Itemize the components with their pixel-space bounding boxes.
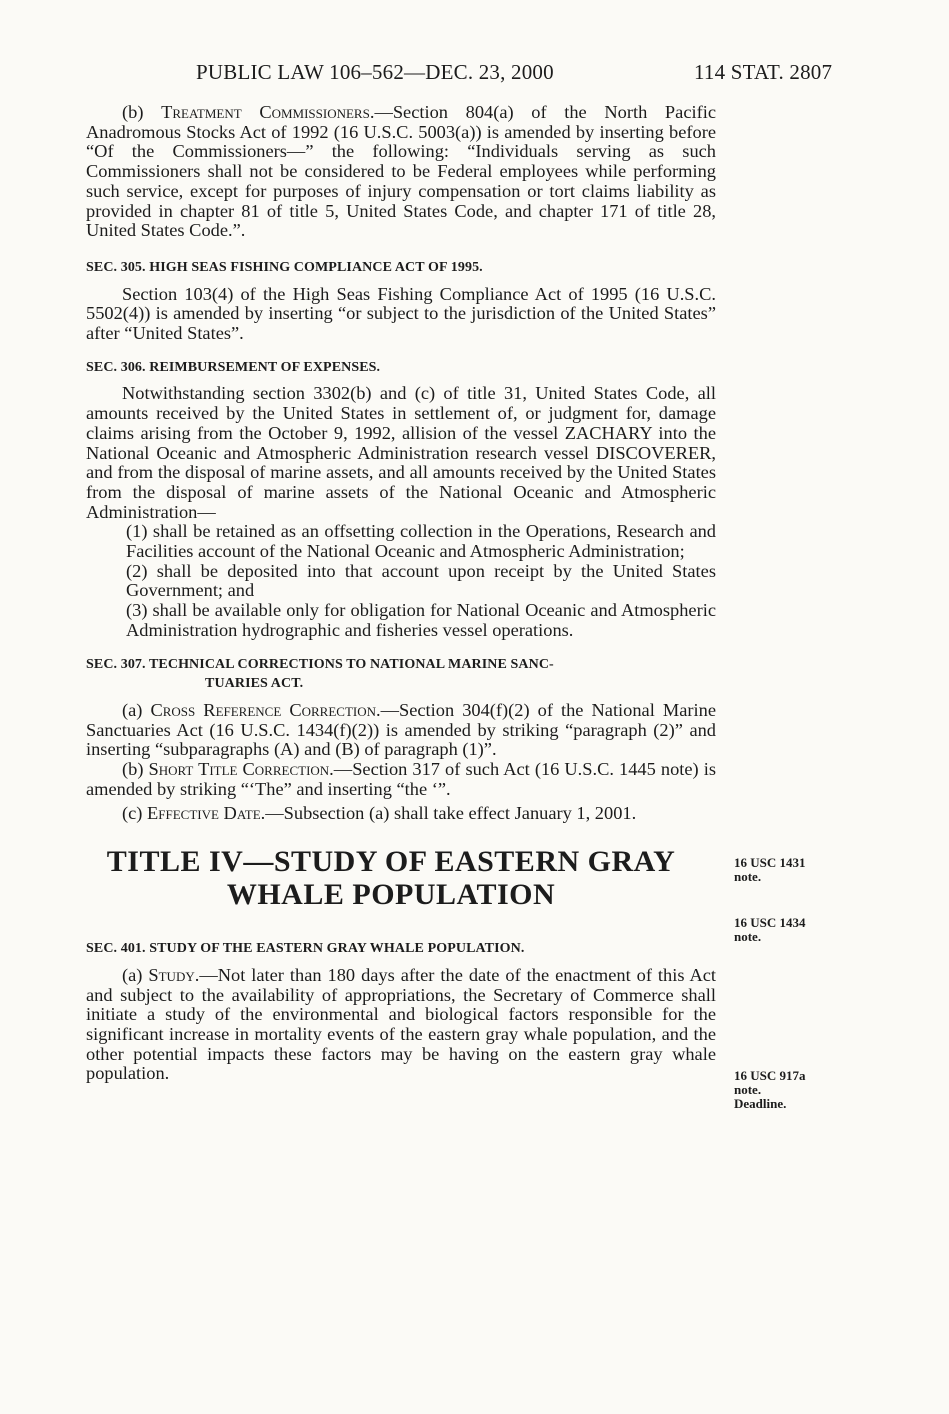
- sec-305-heading: SEC. 305. HIGH SEAS FISHING COMPLIANCE ACT OF 1995.: [86, 259, 483, 275]
- subsection-text: —Section 804(a) of the North Pacific Anadromous Stocks Act of 1992 (16 U.S.C. 5003(a)) is amended by inserting before “Of the Commissioners—” the following: “Individuals serving as such Commissioners shall not be considered to be Federal employees while performing such service, except for purposes of injury compensation or tort claims liability as provided in chapter 81 of title 5, United States Code, and chapter 171 of title 28, United States Code.”.: [86, 102, 716, 241]
- sec-307-b: [86, 760, 716, 799]
- paragraph-b-treatment-commissioners: [86, 103, 716, 241]
- sec-306-item-1: (1) shall be retained as an offsetting collection in the Operations, Research and Facilities account of the National Oceanic and Atmospheric Administration;: [126, 521, 716, 562]
- sec-306-item-3: (3) shall be available only for obligation for National Oceanic and Atmospheric Administration hydrographic and fisheries vessel operations.: [126, 600, 716, 640]
- margin-note-line: note.: [734, 1082, 762, 1097]
- subsection-text: —Section 304(f)(2) of the National Marine Sanctuaries Act (16 U.S.C. 1434(f)(2)) is amended by striking “paragraph (2)” and inserting “subparagraphs (A) and (B) of paragraph (1)”.: [86, 699, 716, 760]
- margin-note-line: 16 USC 1431: [734, 855, 806, 870]
- sec-307-heading-line2: TUARIES ACT.: [205, 676, 304, 692]
- subsection-label: (a): [122, 964, 143, 985]
- margin-note-line: Deadline.: [734, 1096, 787, 1111]
- subsection-caption: Short Title Correction.: [148, 759, 334, 780]
- running-head: [0, 60, 949, 90]
- sec-307-c: [86, 804, 716, 824]
- subsection-label: (b): [122, 102, 144, 122]
- subsection-text: —Section 317 of such Act (16 U.S.C. 1445 note) is amended by striking “‘The” and inserting “the ‘”.: [86, 759, 716, 799]
- title-iv-line2: WHALE POPULATION: [226, 878, 556, 912]
- subsection-caption: Cross Reference Correction.: [150, 699, 381, 720]
- title-iv-line1: TITLE IV—STUDY OF EASTERN GRAY: [106, 845, 676, 879]
- subsection-text: —Not later than 180 days after the date of the enactment of this Act and subject to the availability of appropriations, the Secretary of Commerce shall initiate a study of the environmental and biological factors responsible for the significant increase in mortality events of the eastern gray whale population, and the other potential impacts these factors may be having on the eastern gray whale population.: [86, 964, 716, 1084]
- title-iv-heading: [66, 845, 716, 911]
- sec-307-a: [86, 701, 716, 760]
- margin-note-16-usc-917a: [734, 1069, 854, 1111]
- sec-401-heading: SEC. 401. STUDY OF THE EASTERN GRAY WHALE POPULATION.: [86, 941, 525, 957]
- subsection-caption: Study.: [148, 964, 200, 985]
- margin-note-line: note.: [734, 929, 762, 944]
- sec-306-item-2: (2) shall be deposited into that account upon receipt by the United States Government; and: [126, 560, 716, 601]
- margin-note-line: 16 USC 1434: [734, 915, 806, 930]
- sec-306-heading: SEC. 306. REIMBURSEMENT OF EXPENSES.: [86, 359, 381, 375]
- sec-305-text: Section 103(4) of the High Seas Fishing Compliance Act of 1995 (16 U.S.C. 5502(4)) is amended by inserting “or subject to the jurisdiction of the United States” after “United States”.: [86, 283, 716, 344]
- subsection-caption: Effective Date.: [147, 802, 266, 823]
- subsection-label: (c): [122, 802, 143, 823]
- margin-note-16-usc-1431: [734, 856, 854, 884]
- margin-note-16-usc-1434: [734, 916, 854, 944]
- sec-307-heading-line1: SEC. 307. TECHNICAL CORRECTIONS TO NATIONAL MARINE SANC-: [86, 656, 554, 672]
- subsection-label: (b): [122, 759, 144, 780]
- subsection-caption: Treatment Commissioners.: [161, 102, 375, 122]
- sec-401-a: [86, 966, 716, 1084]
- margin-note-line: 16 USC 917a: [734, 1068, 806, 1083]
- running-head-title: PUBLIC LAW 106–562—DEC. 23, 2000: [196, 60, 554, 84]
- sec-306-text: Notwithstanding section 3302(b) and (c) of title 31, United States Code, all amounts received by the United States in settlement of, or judgment for, damage claims arising from the October 9, 1992, allision of the vessel ZACHARY into the National Oceanic and Atmospheric Administration research vessel DISCOVERER, and from the disposal of marine assets, and all amounts received by the United States from the disposal of marine assets of the National Oceanic and Atmospheric Administration—: [86, 383, 716, 522]
- running-head-stat: 114 STAT. 2807: [694, 60, 833, 84]
- body-text: [86, 103, 716, 1084]
- margin-note-line: note.: [734, 869, 762, 884]
- subsection-text: —Subsection (a) shall take effect January 1, 2001.: [265, 802, 637, 823]
- subsection-label: (a): [122, 699, 143, 720]
